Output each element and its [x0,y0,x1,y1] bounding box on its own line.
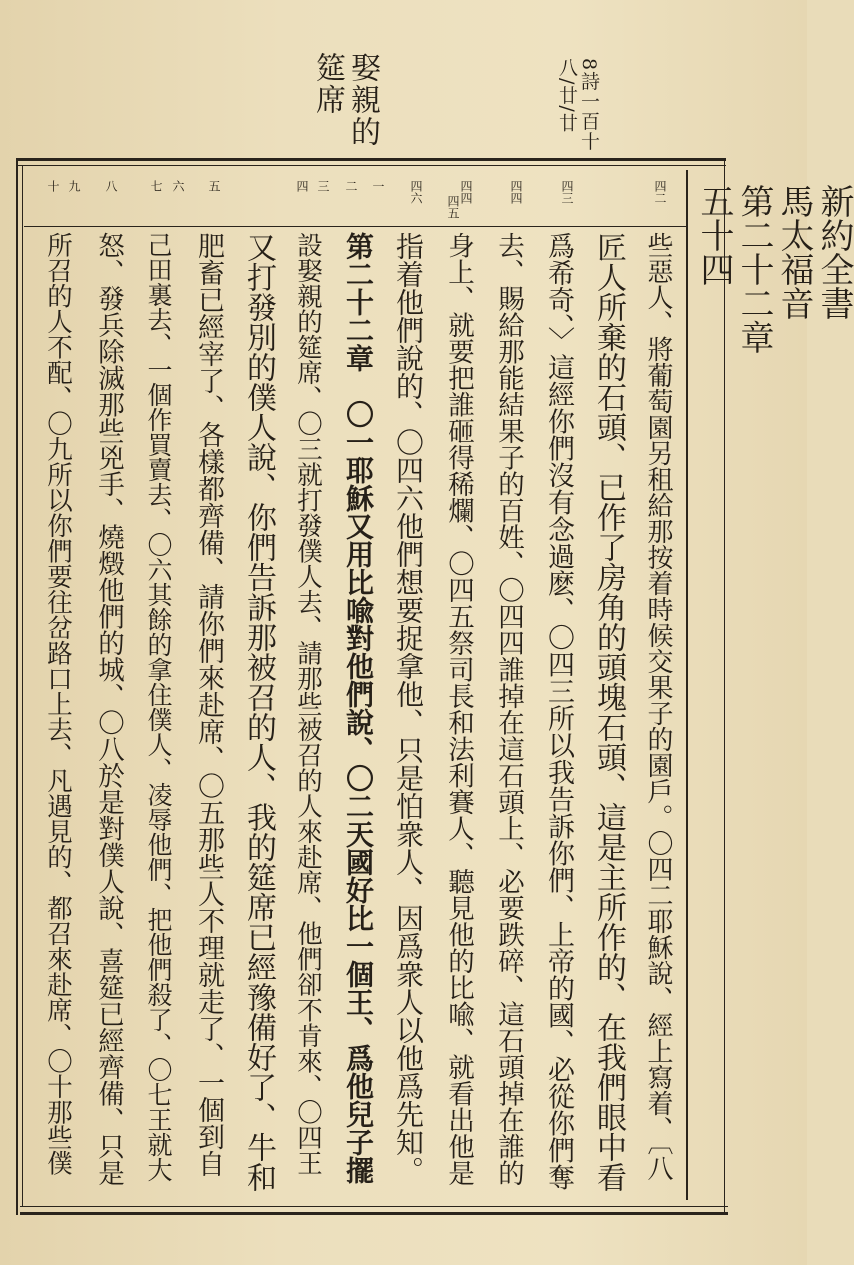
topic-note-cont [311,52,344,116]
topic-note [346,52,379,148]
text-column: 指着他們說的、〇四六他們想要捉拿他、只是怕衆人、因爲衆人以他爲先知。 [392,232,425,1184]
verse-ref: 四四 [459,180,473,204]
verse-ref: 二 [344,180,358,192]
frame-left-rule [16,158,18,1215]
text-column: 匠人所棄的石頭、已作了房角的頭塊石頭、這是主所作的、在我們眼中看 [591,232,626,1192]
page-number: 五十四 [694,184,734,286]
text-column: 些惡人、將葡萄園另租給那按着時候交果子的園戶。〇四二耶穌說、經上寫着、〔八 [643,232,673,1181]
text-column: 怒、發兵除滅那些兇手、燒燬他們的城、〇八於是對僕人說、喜筵已經齊備、只是 [93,232,124,1186]
topic-note-line1: 娶親的 [345,52,380,148]
text-column: 設娶親的筵席、〇三就打發僕人去、請那些被召的人來赴席、他們卻不肯來、〇四王 [293,232,323,1176]
ref-band-rule [24,226,686,227]
verse-ref: 四 [295,180,309,192]
frame-top-rule [18,158,726,161]
text-column: 去、賜給那能結果子的百姓、〇四四誰掉在這石頭上、必要跌碎、這石頭掉在誰的 [493,232,524,1186]
topic-note-line2: 筵席 [310,52,345,116]
text-column: 身上、就要把誰砸得稀爛、〇四五祭司長和法利賽人、聽見他的比喩、就看出他是 [443,232,474,1186]
verse-ref: 四五 [446,195,460,219]
verse-ref: 四二 [653,180,667,204]
verse-ref: 五 [207,180,221,192]
frame-top-thin-rule [18,165,726,166]
text-column: 又打發別的僕人說、你們告訴那被召的人、我的筵席已經豫備好了、牛和 [241,232,276,1192]
verse-ref: 七 [149,180,163,192]
book-title: 新約全書 [814,184,854,320]
text-column: 爲希奇、〉這經你們沒有念過麽、〇四三所以我告訴你們、上帝的國、必從你們奪 [543,232,574,1191]
frame-bottom-rule [20,1212,728,1215]
gospel-title: 馬太福音 [774,184,814,320]
cross-ref-line2: 八/廿/廿 [556,58,578,133]
cross-ref-note-cont [556,58,578,133]
frame-left-thin-rule [22,166,23,1206]
cross-ref-line1: 8詩一百十 [578,58,600,152]
running-head [694,184,854,388]
verse-ref: 四四 [509,180,523,204]
cross-ref-note [578,58,600,151]
frame-divider-rule [686,170,688,1200]
verse-ref: 三 [316,180,330,192]
text-column: 己田裏去、一個作買賣去、〇六其餘的拿住僕人、凌辱他們、把他們殺了、〇七王就大 [144,232,173,1182]
text-column: 肥畜已經宰了、各樣都齊備、請你們來赴席、〇五那些人不理就走了、一個到自 [193,232,224,1177]
text-column: 所召的人不配、〇九所以你們要往岔路口上去、凡遇見的、都召來赴席、〇十那些僕 [43,232,73,1176]
verse-ref: 八 [104,180,118,192]
verse-ref: 四三 [560,180,574,204]
verse-ref: 一 [371,180,385,192]
chapter-heading-column: 第二十二章 〇一耶穌又用比喩對他們說、〇二天國好比一個王、爲他兒子擺 [342,232,375,1184]
verse-ref: 六 [171,180,185,192]
chapter-title: 第二十二章 [734,184,774,354]
frame-bottom-thin-rule [20,1206,728,1207]
verse-ref: 四六 [409,180,423,204]
verse-ref: 十 [46,180,60,192]
verse-ref: 九 [67,180,81,192]
